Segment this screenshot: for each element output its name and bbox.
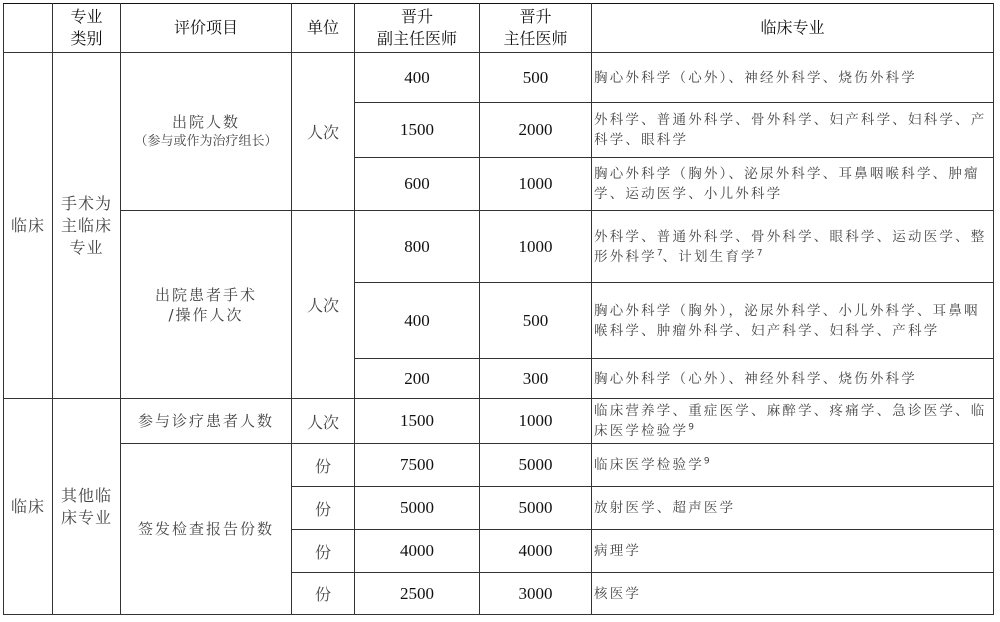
specialties-cell: 胸心外科学（心外）、神经外科学、烧伤外科学 — [592, 53, 994, 103]
deputy-chief-value: 400 — [355, 283, 480, 359]
specialties-cell: 临床营养学、重症医学、麻醉学、疼痛学、急诊医学、临床医学检验学$^9$ — [592, 399, 994, 444]
category-cell: 临床 — [4, 53, 53, 399]
specialties-cell: 胸心外科学（胸外），泌尿外科学、小儿外科学、耳鼻咽喉科学、肿瘤外科学、妇产科学、妇科学、产科学 — [592, 283, 994, 359]
header-row — [4, 4, 994, 53]
specialties-cell: 外科学、普通外科学、骨外科学、妇产科学、妇科学、产科学、眼科学 — [592, 103, 994, 158]
chief-value: 5000 — [480, 487, 592, 530]
specialties-cell: 外科学、普通外科学、骨外科学、眼科学、运动医学、整形外科学$^7$、计划生育学$^7$ — [592, 211, 994, 283]
table-row — [4, 399, 994, 444]
unit-cell: 人次 — [292, 211, 355, 399]
table-row — [4, 211, 994, 283]
deputy-chief-value: 1500 — [355, 399, 480, 444]
table-row — [4, 53, 994, 103]
unit-cell: 份 — [292, 487, 355, 530]
deputy-chief-value: 2500 — [355, 573, 480, 615]
unit-cell: 份 — [292, 573, 355, 615]
unit-cell: 人次 — [292, 399, 355, 444]
chief-value: 1000 — [480, 158, 592, 211]
specialties-cell: 核医学 — [592, 573, 994, 615]
unit-cell: 份 — [292, 444, 355, 487]
chief-value: 4000 — [480, 530, 592, 573]
item-patients-treated: 参与诊疗患者人数 — [121, 399, 292, 444]
promotion-criteria-table — [3, 3, 994, 615]
chief-value: 5000 — [480, 444, 592, 487]
specialties-cell: 临床医学检验学$^9$ — [592, 444, 994, 487]
header-deputy-chief: 晋升 副主任医师 — [355, 4, 480, 53]
chief-value: 500 — [480, 283, 592, 359]
subcategory-cell: 其他临 床专业 — [53, 399, 121, 615]
unit-cell: 份 — [292, 530, 355, 573]
item-surgery-count: 出院患者手术 /操作人次 — [121, 211, 292, 399]
unit-cell: 人次 — [292, 53, 355, 211]
deputy-chief-value: 800 — [355, 211, 480, 283]
header-specialty-category: 专业 类别 — [53, 4, 121, 53]
specialties-cell: 放射医学、超声医学 — [592, 487, 994, 530]
chief-value: 1000 — [480, 399, 592, 444]
item-reports-signed: 签发检查报告份数 — [121, 444, 292, 615]
deputy-chief-value: 7500 — [355, 444, 480, 487]
header-evaluation-item: 评价项目 — [121, 4, 292, 53]
specialties-cell: 胸心外科学（心外）、神经外科学、烧伤外科学 — [592, 359, 994, 399]
category-cell: 临床 — [4, 399, 53, 615]
chief-value: 3000 — [480, 573, 592, 615]
deputy-chief-value: 5000 — [355, 487, 480, 530]
chief-value: 2000 — [480, 103, 592, 158]
header-unit: 单位 — [292, 4, 355, 53]
deputy-chief-value: 4000 — [355, 530, 480, 573]
chief-value: 500 — [480, 53, 592, 103]
header-clinical-specialty: 临床专业 — [592, 4, 994, 53]
deputy-chief-value: 1500 — [355, 103, 480, 158]
chief-value: 300 — [480, 359, 592, 399]
header-chief: 晋升 主任医师 — [480, 4, 592, 53]
subcategory-cell: 手术为 主临床 专业 — [53, 53, 121, 399]
table-row — [4, 444, 994, 487]
chief-value: 1000 — [480, 211, 592, 283]
item-discharge-count: 出院人数 （参与或作为治疗组长） — [121, 53, 292, 211]
specialties-cell: 病理学 — [592, 530, 994, 573]
deputy-chief-value: 400 — [355, 53, 480, 103]
specialties-cell: 胸心外科学（胸外）、泌尿外科学、耳鼻咽喉科学、肿瘤学、运动医学、小儿外科学 — [592, 158, 994, 211]
header-blank — [4, 4, 53, 53]
deputy-chief-value: 600 — [355, 158, 480, 211]
deputy-chief-value: 200 — [355, 359, 480, 399]
